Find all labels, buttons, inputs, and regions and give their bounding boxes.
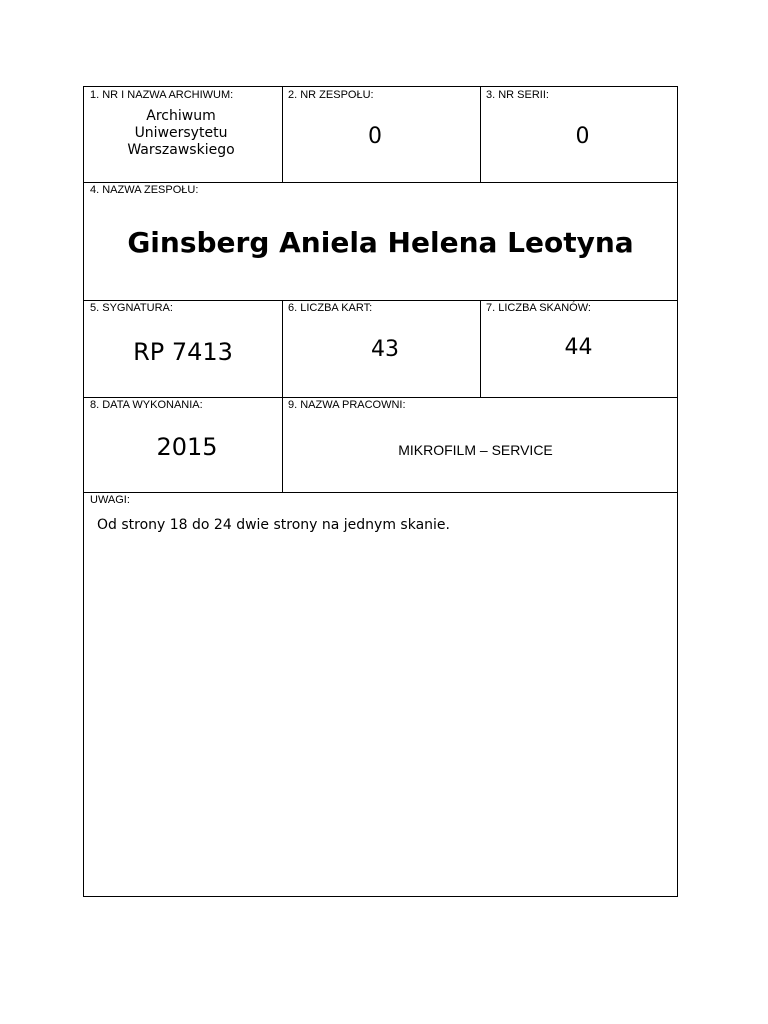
notes-cell	[84, 492, 677, 896]
fonds-name-label: 4. NAZWA ZESPOŁU:	[90, 184, 199, 196]
series-number-label: 3. NR SERII:	[486, 89, 549, 101]
scan-count-value: 44	[564, 335, 593, 360]
notes-value: Od strony 18 do 24 dwie strony na jednym skanie.	[97, 517, 450, 533]
signature-label: 5. SYGNATURA:	[90, 302, 173, 314]
date-label: 8. DATA WYKONANIA:	[90, 399, 203, 411]
archive-value-line: Warszawskiego	[127, 142, 235, 158]
card-count-cell	[282, 300, 480, 397]
series-number-value: 0	[575, 124, 590, 149]
scan-count-label: 7. LICZBA SKANÓW:	[486, 302, 591, 314]
workshop-label: 9. NAZWA PRACOWNI:	[288, 399, 406, 411]
notes-label: UWAGI:	[90, 494, 130, 506]
archive-value-line: Uniwersytetu	[134, 125, 228, 141]
date-value: 2015	[156, 433, 218, 461]
series-number-cell	[480, 87, 677, 182]
scan-count-cell	[480, 300, 677, 397]
fonds-number-value: 0	[368, 124, 382, 149]
card-count-label: 6. LICZBA KART:	[288, 302, 373, 314]
fonds-number-cell	[282, 87, 480, 182]
card-count-value: 43	[371, 337, 399, 362]
archive-value	[82, 108, 280, 159]
fonds-number-label: 2. NR ZESPOŁU:	[288, 89, 374, 101]
date-cell	[84, 397, 282, 492]
signature-value: RP 7413	[133, 338, 233, 366]
workshop-cell	[282, 397, 677, 492]
fonds-name-cell	[84, 182, 677, 300]
fonds-name-value: Ginsberg Aniela Helena Leotyna	[127, 226, 634, 259]
archive-record-card	[83, 86, 678, 897]
archive-label: 1. NR I NAZWA ARCHIWUM:	[90, 89, 234, 101]
signature-cell	[84, 300, 282, 397]
archive-cell	[84, 87, 282, 182]
workshop-value: MIKROFILM – SERVICE	[398, 442, 553, 458]
archive-value-line: Archiwum	[146, 108, 216, 124]
